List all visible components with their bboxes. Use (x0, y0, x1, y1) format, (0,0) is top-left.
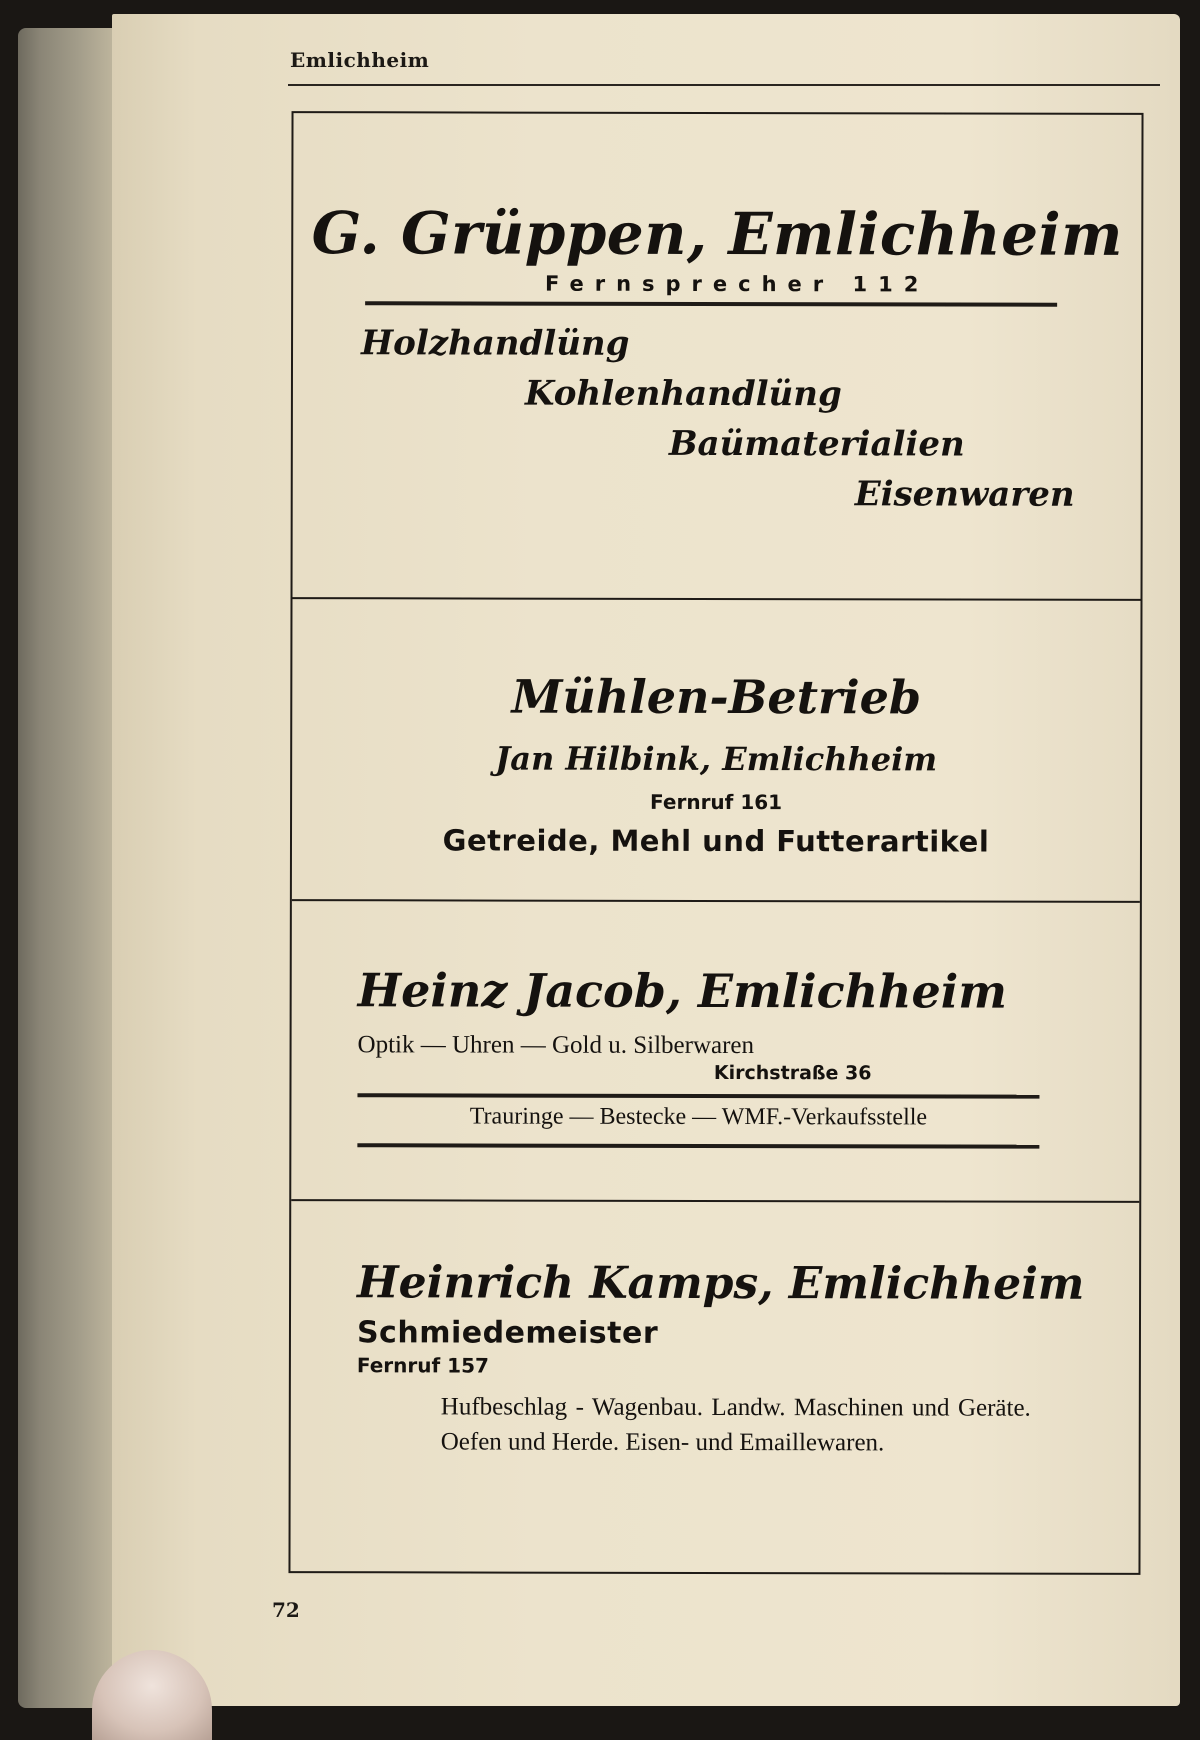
ad-hilbink-owner: Jan Hilbink, Emlichheim (495, 739, 938, 779)
ad-grueppen (293, 113, 1142, 599)
page-number: 72 (272, 1598, 300, 1622)
running-head-rule (288, 84, 1160, 86)
ad-kamps-trade: Schmiedemeister (356, 1315, 659, 1351)
ad-jacob-rule-top (357, 1093, 1039, 1098)
ad-jacob-rule-bottom (357, 1143, 1039, 1148)
ad-kamps-phone: Fernruf 157 (356, 1353, 489, 1378)
ad-kamps (290, 1199, 1139, 1577)
ad-jacob-wares: Optik — Uhren — Gold u. Silberwaren (357, 1031, 755, 1060)
ad-hilbink (292, 597, 1141, 901)
ad-grueppen-name: G. Grüppen, Emlichheim (311, 199, 1123, 269)
advertisement-frame (288, 111, 1143, 1575)
ad-grueppen-trade-building-materials: Baümaterialien (668, 423, 965, 465)
ad-grueppen-trade-ironware: Eisenwaren (854, 474, 1075, 515)
ad-hilbink-goods: Getreide, Mehl und Futterartikel (442, 823, 990, 859)
ad-grueppen-trade-coal: Kohlenhandlüng (524, 373, 842, 415)
ad-hilbink-phone: Fernruf 161 (650, 789, 783, 815)
ad-kamps-name: Heinrich Kamps, Emlichheim (357, 1257, 1085, 1310)
ad-jacob-street: Kirchstraße 36 (713, 1061, 872, 1085)
ad-jacob-extras: Trauringe — Bestecke — WMF.-Verkaufsstelle (469, 1103, 928, 1131)
ad-grueppen-rule (365, 301, 1057, 306)
ad-grueppen-trade-wood: Holzhandlüng (361, 323, 630, 364)
ad-jacob (291, 899, 1140, 1201)
ad-hilbink-title: Mühlen-Betrieb (511, 669, 922, 725)
ad-grueppen-phone: Fernsprecher 112 (544, 271, 930, 297)
ad-jacob-name: Heinz Jacob, Emlichheim (357, 963, 1007, 1019)
ad-kamps-description: Hufbeschlag - Wagenbau. Landw. Maschinen und Geräte. Oefen und Herde. Eisen- und Emaillewaren. (440, 1393, 1031, 1457)
running-head: Emlichheim (290, 48, 430, 72)
